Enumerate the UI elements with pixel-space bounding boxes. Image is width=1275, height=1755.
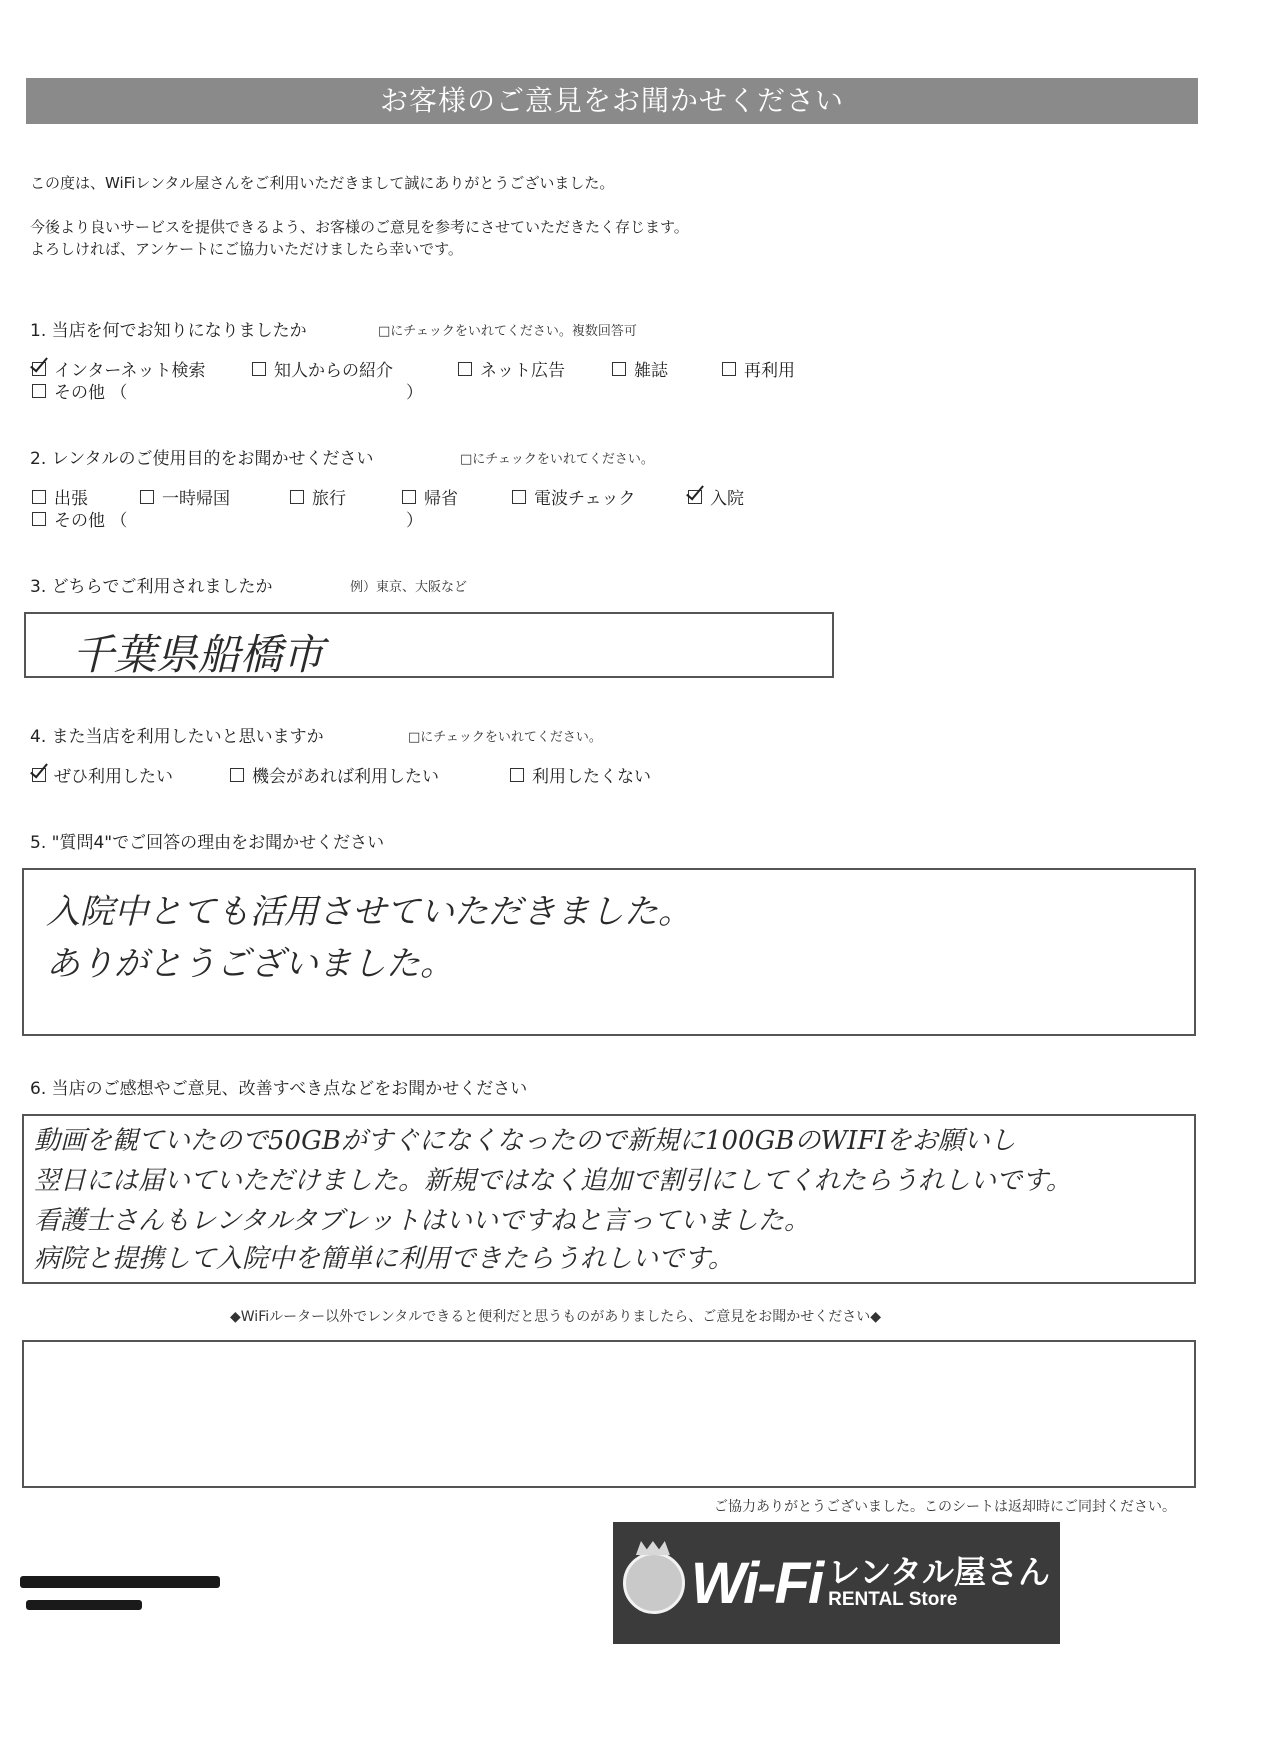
question-4-note: □にチェックをいれてください。 bbox=[408, 730, 602, 745]
logo-brand-en: RENTAL Store bbox=[828, 1589, 958, 1610]
q1-option-net-ad[interactable] bbox=[458, 356, 565, 381]
question-6-label: 6. 当店のご感想やご意見、改善すべき点などをお聞かせください bbox=[30, 1079, 528, 1099]
mascot-icon bbox=[623, 1552, 685, 1614]
intro-line-3: よろしければ、アンケートにご協力いただけましたら幸いです。 bbox=[30, 240, 463, 258]
q6-answer-box[interactable] bbox=[22, 1114, 1196, 1284]
logo-wifi-text: Wi-Fi bbox=[690, 1550, 823, 1616]
q5-answer-line-2: ありがとうございました。 bbox=[46, 944, 454, 984]
q6-answer-line-4: 病院と提携して入院中を簡単に利用できたらうれしいです。 bbox=[34, 1244, 734, 1274]
redacted-text bbox=[20, 1576, 220, 1588]
q3-answer-box[interactable] bbox=[24, 612, 834, 678]
option-label: 機会があれば利用したい bbox=[252, 767, 439, 787]
q2-option-temporary-return[interactable] bbox=[140, 484, 230, 509]
checkbox-icon[interactable] bbox=[230, 768, 244, 782]
q1-option-referral[interactable] bbox=[252, 356, 393, 381]
checkbox-icon[interactable] bbox=[722, 362, 736, 376]
q4-option-if-chance[interactable] bbox=[230, 762, 439, 787]
q5-answer-line-1: 入院中とても活用させていただきました。 bbox=[46, 892, 692, 932]
q1-option-reuse[interactable] bbox=[722, 356, 795, 381]
option-label: その他 （ bbox=[54, 511, 128, 531]
option-label: その他 （ bbox=[54, 383, 128, 403]
checkbox-icon[interactable] bbox=[512, 490, 526, 504]
logo-brand bbox=[828, 1555, 1050, 1611]
q6-answer-line-3: 看護士さんもレンタルタブレットはいいですねと言っていました。 bbox=[34, 1206, 810, 1236]
option-label: 出張 bbox=[54, 489, 88, 509]
checkbox-icon[interactable] bbox=[32, 384, 46, 398]
q2-option-travel[interactable] bbox=[290, 484, 346, 509]
checkbox-icon[interactable] bbox=[290, 490, 304, 504]
checkbox-icon[interactable] bbox=[32, 490, 46, 504]
option-label: 入院 bbox=[710, 489, 744, 509]
checkbox-checked-icon[interactable] bbox=[32, 768, 46, 782]
checkbox-icon[interactable] bbox=[252, 362, 266, 376]
company-logo bbox=[613, 1522, 1060, 1644]
q2-other-close: ） bbox=[406, 511, 423, 531]
q1-other-close: ） bbox=[406, 383, 423, 403]
question-3-label: 3. どちらでご利用されましたか bbox=[30, 577, 273, 597]
checkbox-icon[interactable] bbox=[510, 768, 524, 782]
checkbox-icon[interactable] bbox=[140, 490, 154, 504]
q5-answer-box[interactable] bbox=[22, 868, 1196, 1036]
checkbox-icon[interactable] bbox=[32, 512, 46, 526]
logo-brand-jp: レンタル屋さん bbox=[828, 1553, 1051, 1591]
intro-line-2: 今後より良いサービスを提供できるよう、お客様のご意見を参考にさせていただきたく存じます。 bbox=[30, 218, 689, 236]
footer-thanks: ご協力ありがとうございました。このシートは返却時にご同封ください。 bbox=[714, 1499, 1176, 1515]
intro-line-1: この度は、WiFiレンタル屋さんをご利用いただきまして誠にありがとうございました。 bbox=[30, 174, 615, 192]
option-label: ぜひ利用したい bbox=[54, 767, 173, 787]
option-label: ネット広告 bbox=[480, 361, 565, 381]
checkbox-checked-icon[interactable] bbox=[688, 490, 702, 504]
option-label: 再利用 bbox=[744, 361, 795, 381]
question-7-label: ◆WiFiルーター以外でレンタルできると便利だと思うものがありましたら、ご意見をお聞かせください◆ bbox=[230, 1309, 881, 1325]
checkbox-icon[interactable] bbox=[612, 362, 626, 376]
question-2-label: 2. レンタルのご使用目的をお聞かせください bbox=[30, 449, 374, 469]
option-label: 雑誌 bbox=[634, 361, 668, 381]
question-5-label: 5. "質問4"でご回答の理由をお聞かせください bbox=[30, 833, 385, 853]
checkbox-checked-icon[interactable] bbox=[32, 362, 46, 376]
option-label: インターネット検索 bbox=[54, 361, 206, 381]
checkbox-icon[interactable] bbox=[402, 490, 416, 504]
question-3-note: 例）東京、大阪など bbox=[350, 580, 468, 595]
q1-option-magazine[interactable] bbox=[612, 356, 668, 381]
redacted-text bbox=[26, 1600, 142, 1610]
checkbox-icon[interactable] bbox=[458, 362, 472, 376]
option-label: 旅行 bbox=[312, 489, 346, 509]
option-label: 知人からの紹介 bbox=[274, 361, 393, 381]
q4-option-definitely[interactable] bbox=[32, 762, 173, 787]
option-label: 利用したくない bbox=[532, 767, 651, 787]
question-1-note: □にチェックをいれてください。複数回答可 bbox=[378, 324, 637, 339]
q3-handwritten-answer: 千葉県船橋市 bbox=[72, 630, 325, 679]
q1-option-other[interactable] bbox=[32, 378, 127, 403]
option-label: 帰省 bbox=[424, 489, 458, 509]
q6-answer-line-1: 動画を観ていたので50GBがすぐになくなったので新規に100GBのWIFIをお願いし bbox=[34, 1126, 1016, 1156]
q7-answer-box[interactable] bbox=[22, 1340, 1196, 1488]
q6-answer-line-2: 翌日には届いていただけました。新規ではなく追加で割引にしてくれたらうれしいです。 bbox=[34, 1166, 1072, 1196]
q2-option-other[interactable] bbox=[32, 506, 127, 531]
q2-option-signal-check[interactable] bbox=[512, 484, 636, 509]
option-label: 電波チェック bbox=[534, 489, 636, 509]
option-label: 一時帰国 bbox=[162, 489, 230, 509]
q2-option-hospitalization[interactable] bbox=[688, 484, 744, 509]
q4-option-no[interactable] bbox=[510, 762, 651, 787]
question-2-note: □にチェックをいれてください。 bbox=[460, 452, 654, 467]
question-4-label: 4. また当店を利用したいと思いますか bbox=[30, 727, 324, 747]
form-title: お客様のご意見をお聞かせください bbox=[26, 78, 1198, 124]
question-1-label: 1. 当店を何でお知りになりましたか bbox=[30, 321, 307, 341]
